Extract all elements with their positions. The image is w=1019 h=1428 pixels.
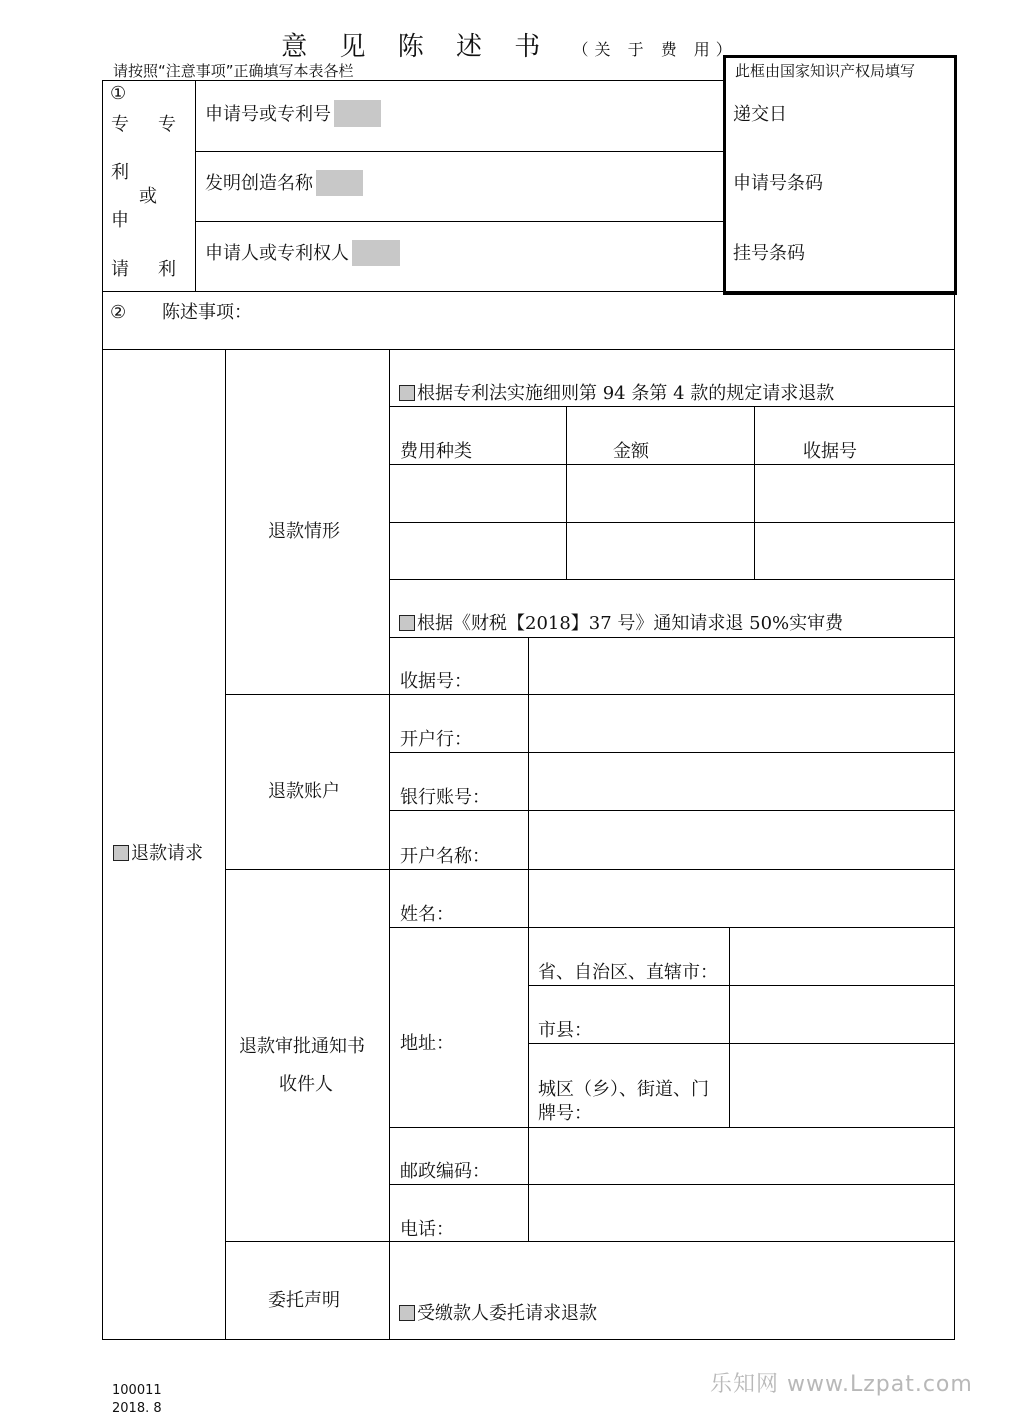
receipt-no-label: 收据号： bbox=[400, 671, 472, 692]
registered-barcode-label: 挂号条码 bbox=[733, 243, 805, 264]
rule bbox=[954, 292, 955, 1340]
rule bbox=[729, 927, 730, 1127]
rule bbox=[225, 694, 955, 695]
rule bbox=[528, 985, 955, 986]
side-char: 利 bbox=[111, 162, 129, 183]
refund-request-label: 退款请求 bbox=[131, 843, 203, 864]
rule bbox=[102, 80, 103, 1340]
option-94-checkbox[interactable] bbox=[399, 383, 834, 405]
rule bbox=[389, 637, 955, 638]
fee-type-header: 费用种类 bbox=[400, 441, 472, 462]
form-title-main: 意 见 陈 述 书 bbox=[281, 32, 553, 62]
refund-account-label: 退款账户 bbox=[268, 781, 340, 802]
entrust-checkbox[interactable] bbox=[399, 1303, 597, 1325]
statement-label: 陈述事项： bbox=[162, 302, 252, 323]
rule bbox=[389, 1184, 955, 1185]
form-title-sub: （关 于 费 用） bbox=[572, 40, 738, 59]
side-char: 请 bbox=[111, 259, 129, 280]
applicant-label: 申请人或专利权人 bbox=[205, 243, 349, 264]
rule bbox=[566, 406, 567, 579]
recipient-label-line1: 退款审批通知书 bbox=[239, 1036, 365, 1057]
side-char: 专 bbox=[111, 114, 129, 135]
option-50-label: 根据《财税【2018】37 号》通知请求退 50%实审费 bbox=[417, 613, 844, 634]
rule bbox=[754, 406, 755, 579]
option-50-checkbox[interactable] bbox=[399, 613, 843, 635]
rule bbox=[389, 752, 955, 753]
rule bbox=[528, 637, 529, 869]
rule bbox=[225, 349, 226, 1340]
form-code: 100011 bbox=[112, 1383, 162, 1398]
application-barcode-label: 申请号条码 bbox=[733, 173, 823, 194]
entrust-option-label: 受缴款人委托请求退款 bbox=[417, 1303, 597, 1324]
rule bbox=[225, 1241, 955, 1242]
entrust-label: 委托声明 bbox=[268, 1290, 340, 1311]
street-label: 城区（乡）、街道、门 bbox=[538, 1079, 709, 1100]
checkbox-icon bbox=[113, 845, 129, 861]
form-date: 2018. 8 bbox=[112, 1401, 162, 1416]
submission-date-label: 递交日 bbox=[733, 104, 787, 125]
rule bbox=[389, 349, 390, 1340]
province-label: 省、自治区、直辖市： bbox=[538, 962, 718, 983]
postcode-label: 邮政编码： bbox=[400, 1161, 490, 1182]
address-label: 地址： bbox=[400, 1033, 454, 1054]
rule bbox=[389, 522, 955, 523]
rule bbox=[389, 810, 955, 811]
account-number-label: 银行账号： bbox=[400, 787, 490, 808]
redacted-application-number bbox=[334, 100, 381, 127]
side-char: 利 bbox=[158, 259, 176, 280]
rule bbox=[195, 221, 724, 222]
option-94-label: 根据专利法实施细则第 94 条第 4 款的规定请求退款 bbox=[417, 383, 835, 404]
section2-number: ② bbox=[110, 302, 127, 323]
bank-label: 开户行： bbox=[400, 729, 472, 750]
rule bbox=[389, 579, 955, 580]
rule bbox=[225, 869, 955, 870]
redacted-invention-title bbox=[316, 170, 363, 196]
rule bbox=[195, 80, 196, 292]
rule bbox=[389, 464, 955, 465]
instruction-text: 请按照“注意事项”正确填写本表各栏 bbox=[113, 62, 354, 80]
checkbox-icon bbox=[399, 385, 415, 401]
side-char: 专 bbox=[158, 114, 176, 135]
checkbox-icon bbox=[399, 615, 415, 631]
rule bbox=[102, 291, 955, 292]
office-box-heading: 此框由国家知识产权局填写 bbox=[735, 62, 916, 80]
amount-header: 金额 bbox=[613, 441, 649, 462]
rule bbox=[528, 1043, 955, 1044]
rule bbox=[528, 869, 529, 1241]
house-number-label: 牌号： bbox=[538, 1103, 592, 1124]
refund-request-checkbox[interactable] bbox=[113, 843, 203, 865]
city-county-label: 市县： bbox=[538, 1020, 592, 1041]
rule bbox=[102, 349, 955, 350]
receipt-number-header: 收据号 bbox=[803, 441, 857, 462]
watermark: 乐知网 www.Lzpat.com bbox=[710, 1372, 973, 1397]
phone-label: 电话： bbox=[400, 1219, 454, 1240]
name-label: 姓名： bbox=[400, 904, 454, 925]
rule bbox=[102, 1339, 955, 1340]
invention-title-label: 发明创造名称 bbox=[205, 173, 313, 194]
account-name-label: 开户名称： bbox=[400, 846, 490, 867]
rule bbox=[195, 151, 724, 152]
recipient-label-line2: 收件人 bbox=[279, 1074, 333, 1095]
rule bbox=[389, 1127, 955, 1128]
redacted-applicant bbox=[352, 240, 400, 266]
refund-situation-label: 退款情形 bbox=[268, 521, 340, 542]
side-char: 或 bbox=[139, 186, 157, 207]
checkbox-icon bbox=[399, 1305, 415, 1321]
rule bbox=[389, 927, 955, 928]
section1-number: ① bbox=[110, 83, 127, 104]
application-number-label: 申请号或专利号 bbox=[205, 104, 331, 125]
rule bbox=[389, 406, 955, 407]
side-char: 申 bbox=[111, 210, 129, 231]
